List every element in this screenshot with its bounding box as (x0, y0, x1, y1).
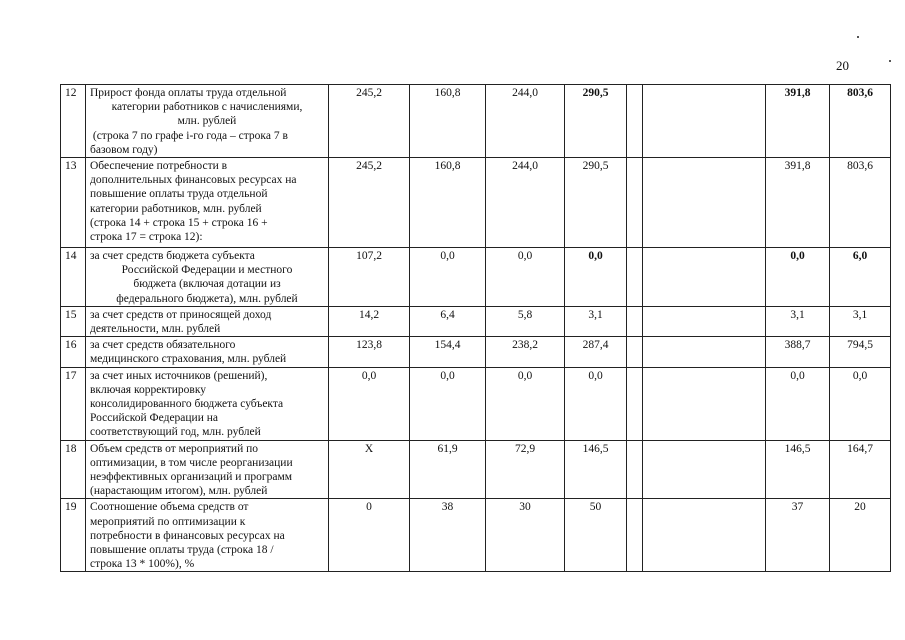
value-cell: 72,9 (486, 440, 565, 499)
value-cell: 3,1 (565, 306, 627, 336)
value-cell: 391,8 (766, 85, 830, 158)
row-number: 16 (61, 337, 86, 367)
value-cell (643, 440, 766, 499)
row-number: 15 (61, 306, 86, 336)
description-line: за счет средств от приносящей доход (90, 308, 272, 321)
row-description (86, 367, 329, 440)
description-line: соответствующий год, млн. рублей (90, 426, 261, 439)
description-line: категории работников с начислениями, (111, 101, 303, 114)
value-cell: 3,1 (830, 306, 891, 336)
value-cell: 3,1 (766, 306, 830, 336)
value-cell: 5,8 (486, 306, 565, 336)
description-line: консолидированного бюджета субъекта (90, 398, 284, 411)
value-cell: 30 (486, 499, 565, 572)
description-line: Российской Федерации и местного (121, 264, 293, 277)
row-number: 19 (61, 499, 86, 572)
value-cell: 160,8 (410, 158, 486, 248)
value-cell: 244,0 (486, 158, 565, 248)
scan-speck (889, 60, 891, 62)
row-description (86, 158, 329, 248)
description-line: (нарастающим итогом), млн. рублей (90, 485, 268, 498)
description-line: потребности в финансовых ресурсах на (90, 529, 285, 542)
table-row (61, 367, 891, 440)
row-description (86, 85, 329, 158)
description-line: млн. рублей (177, 115, 237, 128)
description-line: оптимизации, в том числе реорганизации (90, 456, 293, 469)
value-cell: 6,0 (830, 248, 891, 307)
description-line: Обеспечение потребности в (90, 160, 228, 173)
value-cell (643, 367, 766, 440)
value-cell: Х (329, 440, 410, 499)
table-row (61, 337, 891, 367)
row-number: 18 (61, 440, 86, 499)
value-cell (643, 248, 766, 307)
value-cell: 0,0 (486, 367, 565, 440)
value-cell (627, 85, 643, 158)
value-cell: 37 (766, 499, 830, 572)
value-cell (627, 440, 643, 499)
description-line: за счет средств обязательного (90, 339, 236, 352)
page-number: 20 (836, 58, 849, 73)
row-description (86, 306, 329, 336)
description-line: повышение оплаты труда отдельной (90, 188, 268, 201)
value-cell: 107,2 (329, 248, 410, 307)
value-cell (627, 337, 643, 367)
value-cell: 391,8 (766, 158, 830, 248)
value-cell: 0,0 (565, 248, 627, 307)
value-cell: 20 (830, 499, 891, 572)
value-cell: 164,7 (830, 440, 891, 499)
value-cell: 244,0 (486, 85, 565, 158)
value-cell: 38 (410, 499, 486, 572)
value-cell (643, 158, 766, 248)
value-cell: 6,4 (410, 306, 486, 336)
table-row (61, 306, 891, 336)
report-table (60, 84, 891, 572)
row-description (86, 248, 329, 307)
value-cell: 794,5 (830, 337, 891, 367)
description-line: строка 17 = строка 12): (90, 231, 203, 244)
description-line: строка 13 * 100%), % (90, 558, 195, 571)
value-cell: 803,6 (830, 85, 891, 158)
value-cell: 61,9 (410, 440, 486, 499)
value-cell: 0,0 (486, 248, 565, 307)
value-cell: 245,2 (329, 158, 410, 248)
row-number: 13 (61, 158, 86, 248)
value-cell (643, 306, 766, 336)
value-cell (643, 85, 766, 158)
description-line: категории работников, млн. рублей (90, 202, 262, 215)
value-cell: 0,0 (766, 367, 830, 440)
description-line: повышение оплаты труда (строка 18 / (90, 544, 274, 557)
description-line: Прирост фонда оплаты труда отдельной (90, 87, 287, 99)
value-cell: 290,5 (565, 85, 627, 158)
description-line: дополнительных финансовых ресурсах на (90, 174, 297, 187)
description-line: за счет средств бюджета субъекта (90, 250, 255, 263)
value-cell: 0,0 (766, 248, 830, 307)
value-cell: 0,0 (410, 367, 486, 440)
description-line: мероприятий по оптимизации к (90, 515, 246, 528)
table-row (61, 248, 891, 307)
value-cell (643, 337, 766, 367)
value-cell (627, 499, 643, 572)
row-number: 12 (61, 85, 86, 158)
value-cell: 0,0 (565, 367, 627, 440)
description-line: деятельности, млн. рублей (90, 323, 221, 336)
table-row (61, 158, 891, 248)
value-cell: 245,2 (329, 85, 410, 158)
value-cell: 50 (565, 499, 627, 572)
value-cell: 146,5 (565, 440, 627, 499)
value-cell: 154,4 (410, 337, 486, 367)
description-line: (строка 7 по графе i-го года – строка 7 в (90, 129, 288, 142)
row-description (86, 499, 329, 572)
value-cell: 0,0 (830, 367, 891, 440)
value-cell (627, 248, 643, 307)
value-cell (627, 158, 643, 248)
table-row (61, 499, 891, 572)
value-cell: 0 (329, 499, 410, 572)
description-line: (строка 14 + строка 15 + строка 16 + (90, 216, 268, 229)
value-cell: 0,0 (329, 367, 410, 440)
description-line: включая корректировку (90, 383, 207, 396)
description-line: за счет иных источников (решений), (90, 369, 268, 382)
description-line: Соотношение объема средств от (90, 501, 249, 514)
table-row (61, 440, 891, 499)
table-row (61, 85, 891, 158)
value-cell (643, 499, 766, 572)
description-line: Российской Федерации на (90, 412, 218, 425)
row-description (86, 337, 329, 367)
row-number: 17 (61, 367, 86, 440)
value-cell (627, 367, 643, 440)
value-cell: 388,7 (766, 337, 830, 367)
row-description (86, 440, 329, 499)
description-line: Объем средств от мероприятий по (90, 442, 259, 455)
scan-speck (857, 36, 859, 38)
value-cell: 803,6 (830, 158, 891, 248)
value-cell: 0,0 (410, 248, 486, 307)
value-cell: 160,8 (410, 85, 486, 158)
description-line: федерального бюджета), млн. рублей (116, 292, 298, 305)
description-line: базовом году) (90, 143, 158, 156)
value-cell: 14,2 (329, 306, 410, 336)
value-cell: 123,8 (329, 337, 410, 367)
value-cell: 287,4 (565, 337, 627, 367)
value-cell: 238,2 (486, 337, 565, 367)
value-cell (627, 306, 643, 336)
description-line: неэффективных организаций и программ (90, 471, 293, 484)
row-number: 14 (61, 248, 86, 307)
description-line: медицинского страхования, млн. рублей (90, 353, 287, 366)
description-line: бюджета (включая дотации из (133, 278, 281, 291)
value-cell: 146,5 (766, 440, 830, 499)
value-cell: 290,5 (565, 158, 627, 248)
